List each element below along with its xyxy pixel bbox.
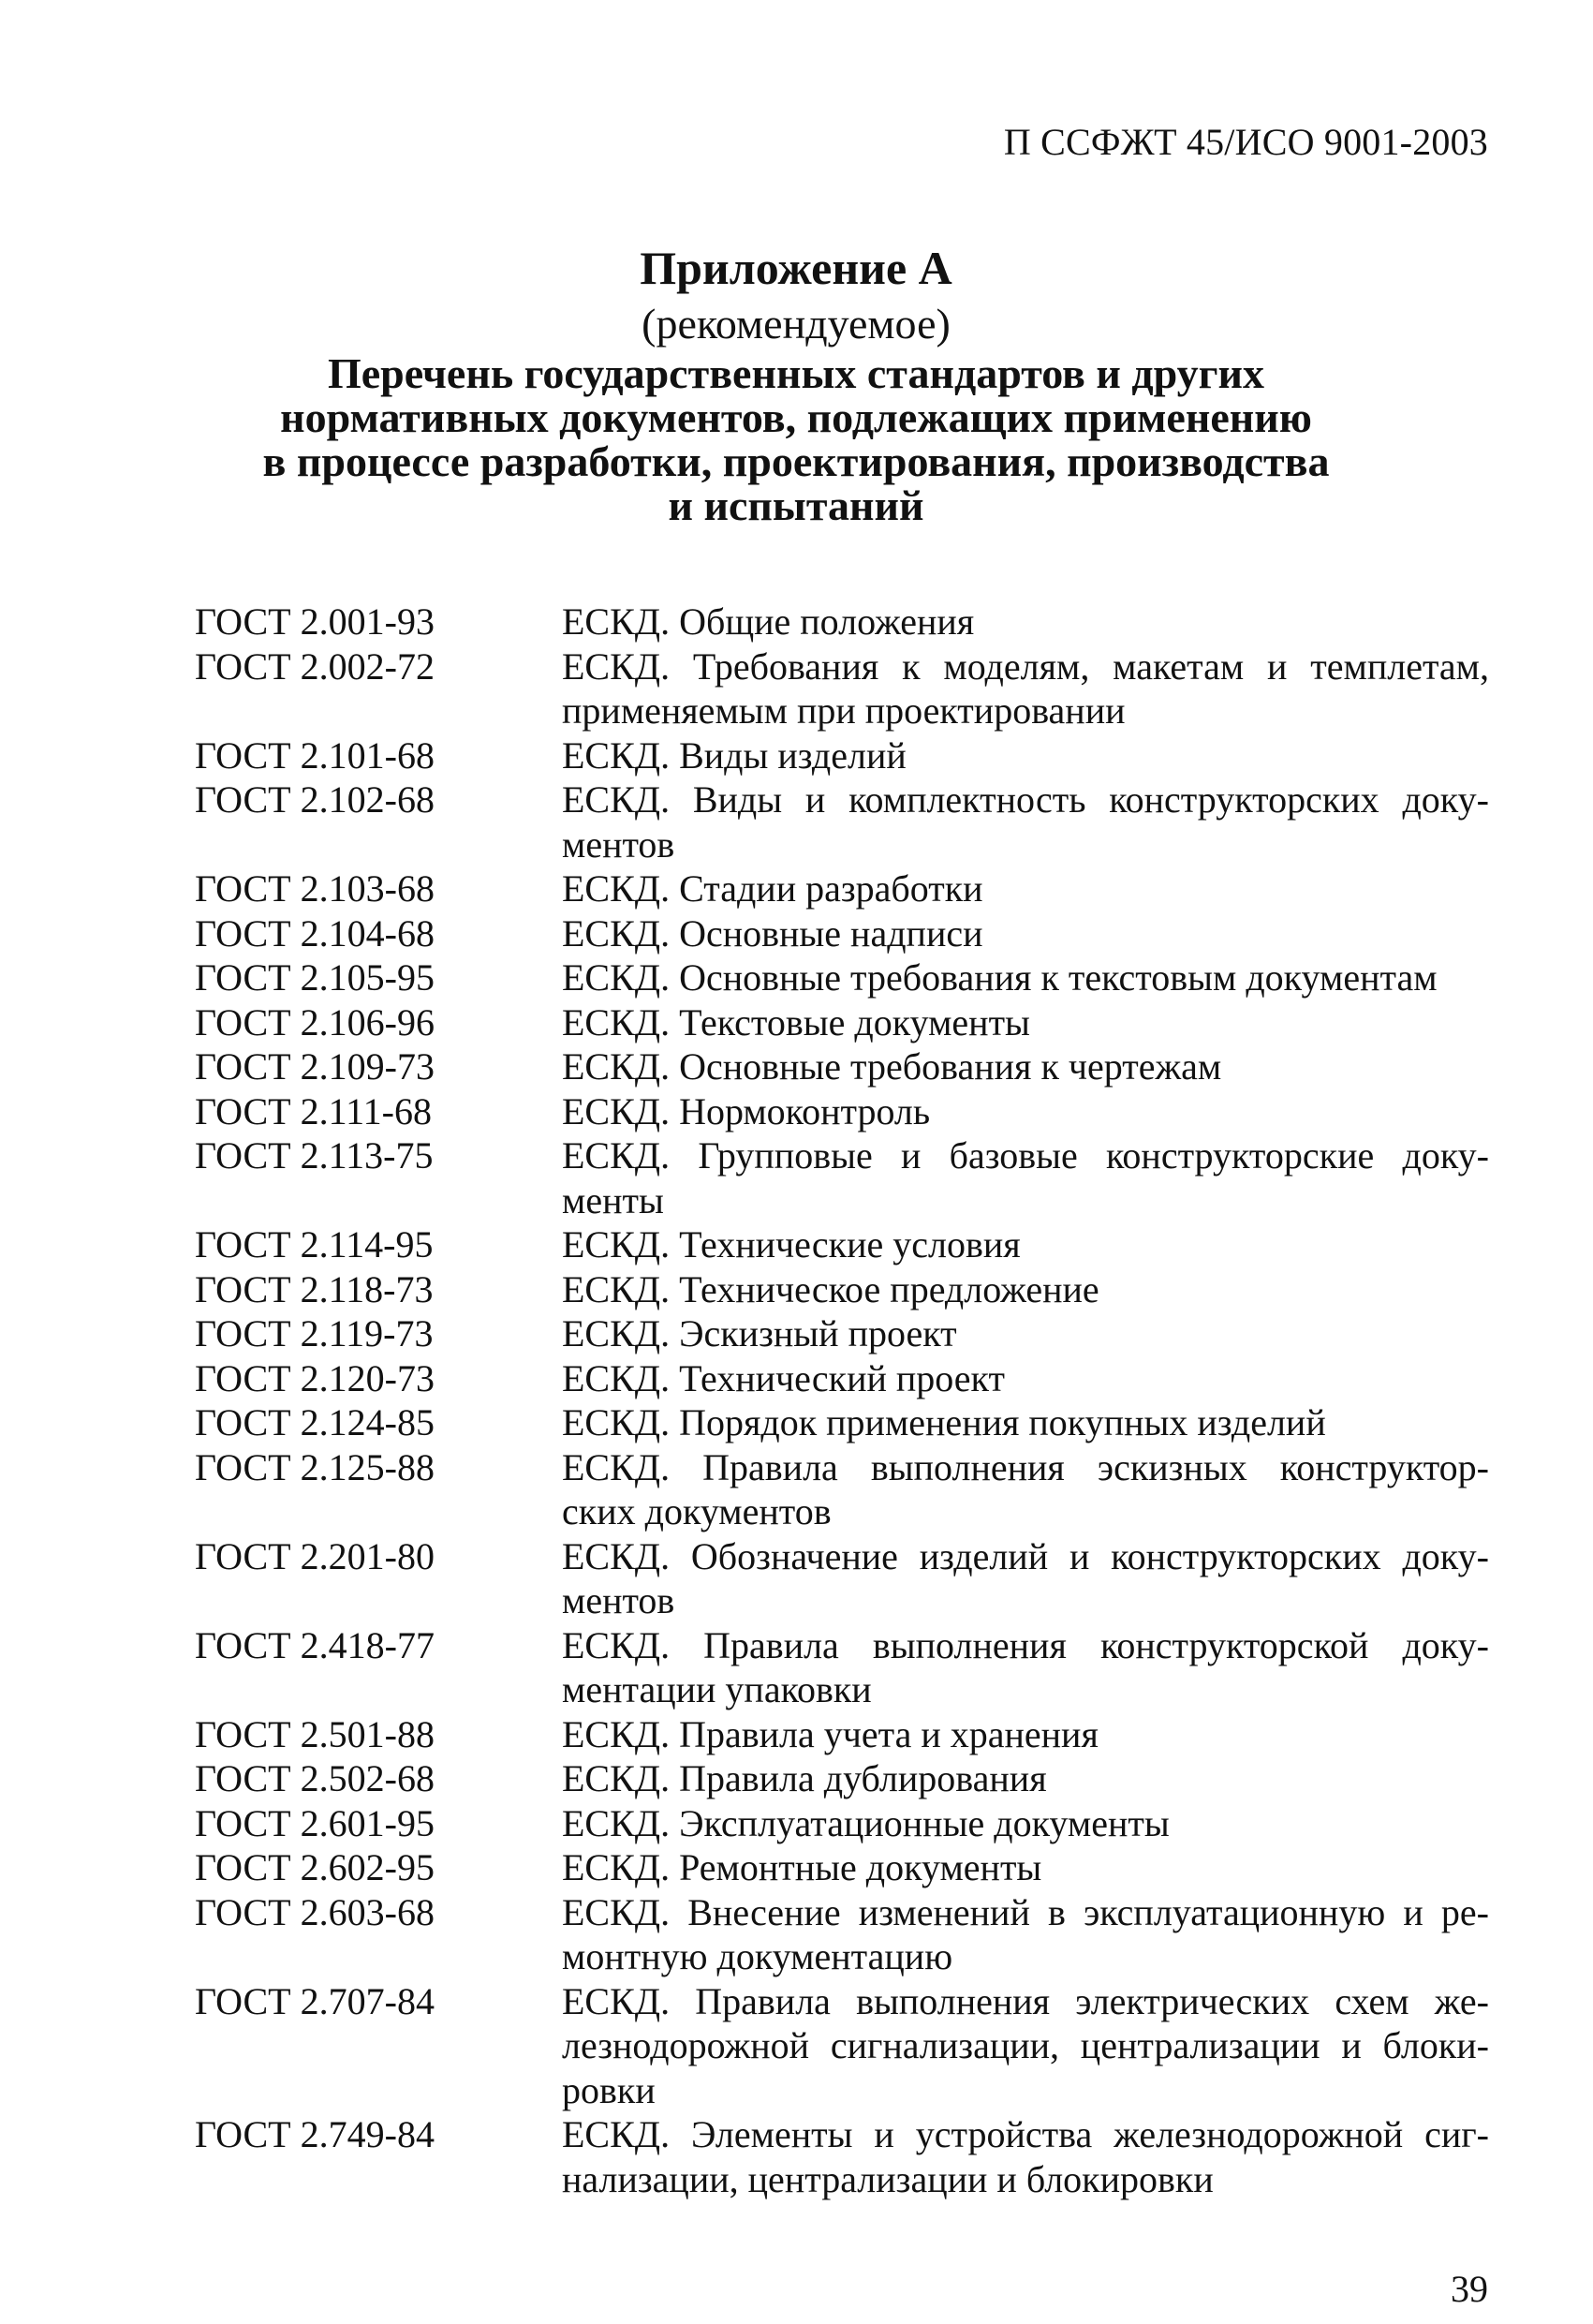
list-title-line: в процессе разработки, проектирования, производства xyxy=(262,437,1330,485)
standard-description xyxy=(562,866,1489,911)
standard-row xyxy=(195,1356,1489,1401)
list-title-line: Перечень государственных стандартов и других xyxy=(327,349,1265,397)
standard-description-line: ментов xyxy=(562,822,675,866)
standard-description-line: ЕСКД. Технический проект xyxy=(562,1356,1005,1399)
list-title-line: нормативных документов, подлежащих применению xyxy=(280,393,1312,441)
standard-description-line: ских документов xyxy=(562,1490,832,1532)
standard-code: ГОСТ 2.501-88 xyxy=(195,1712,435,1755)
standards-list xyxy=(195,600,1489,2201)
standard-description xyxy=(562,1400,1489,1445)
standard-code: ГОСТ 2.106-96 xyxy=(195,1000,435,1044)
standard-code: ГОСТ 2.124-85 xyxy=(195,1401,435,1443)
standard-code: ГОСТ 2.002-72 xyxy=(195,644,435,688)
standard-description xyxy=(562,777,1489,866)
standard-description xyxy=(562,1267,1489,1312)
standard-description xyxy=(562,1445,1489,1534)
standard-row xyxy=(195,1534,1489,1623)
standard-code: ГОСТ 2.120-73 xyxy=(195,1356,435,1399)
standard-code: ГОСТ 2.707-84 xyxy=(195,1979,435,2022)
standard-description-line: монтную документацию xyxy=(562,1935,953,1977)
standard-description-line: ЕСКД. Обозначение изделий и конструкторских доку- xyxy=(562,1534,1489,1577)
standard-description-line: ЕСКД. Порядок применения покупных изделий xyxy=(562,1401,1326,1443)
standard-description xyxy=(562,1534,1489,1623)
standard-description-line: ЕСКД. Эскизный проект xyxy=(562,1312,957,1354)
standard-row xyxy=(195,644,1489,733)
standard-code: ГОСТ 2.001-93 xyxy=(195,600,435,643)
standard-row xyxy=(195,911,1489,956)
standard-row xyxy=(195,1623,1489,1712)
standard-description-line: ЕСКД. Требования к моделям, макетам и темплетам, xyxy=(562,644,1489,688)
standard-description-line: ЕСКД. Стадии разработки xyxy=(562,867,983,910)
standard-description-line: менты xyxy=(562,1178,664,1221)
standard-code: ГОСТ 2.104-68 xyxy=(195,911,435,955)
standard-description-line: ЕСКД. Основные надписи xyxy=(562,911,983,955)
standard-description xyxy=(562,1756,1489,1801)
document-id-header: П ССФЖТ 45/ИСО 9001-2003 xyxy=(1003,121,1488,163)
standard-code: ГОСТ 2.119-73 xyxy=(195,1312,434,1354)
standard-description-line: ЕСКД. Элементы и устройства железнодорожной сиг- xyxy=(562,2113,1489,2155)
standard-code: ГОСТ 2.603-68 xyxy=(195,1890,435,1933)
standard-code: ГОСТ 2.201-80 xyxy=(195,1534,435,1577)
standard-description xyxy=(562,1000,1489,1045)
standard-code: ГОСТ 2.101-68 xyxy=(195,733,435,777)
standard-description-line: ЕСКД. Текстовые документы xyxy=(562,1000,1030,1044)
standard-description xyxy=(562,1133,1489,1222)
standard-row xyxy=(195,600,1489,644)
standard-description xyxy=(562,955,1489,1000)
standard-description-line: ЕСКД. Технические условия xyxy=(562,1223,1021,1266)
standard-description-line: ЕСКД. Правила выполнения эскизных конструктор- xyxy=(562,1445,1489,1488)
standard-description-line: ЕСКД. Эксплуатационные документы xyxy=(562,1801,1170,1844)
appendix-title-block xyxy=(140,239,1452,527)
standard-description-line: лезнодорожной сигнализации, централизации и блоки- xyxy=(562,2024,1489,2066)
standard-row xyxy=(195,1089,1489,1134)
standard-description-line: ЕСКД. Правила дублирования xyxy=(562,1757,1047,1799)
standard-row xyxy=(195,1890,1489,1979)
standard-code: ГОСТ 2.105-95 xyxy=(195,956,435,999)
standard-description-line: ЕСКД. Виды изделий xyxy=(562,733,907,777)
standard-row xyxy=(195,1756,1489,1801)
standard-row xyxy=(195,1311,1489,1356)
standard-code: ГОСТ 2.749-84 xyxy=(195,2113,435,2155)
standard-description-line: ЕСКД. Внесение изменений в эксплуатационную и ре- xyxy=(562,1890,1489,1933)
standard-description xyxy=(562,600,1489,644)
standard-description xyxy=(562,911,1489,956)
standard-code: ГОСТ 2.118-73 xyxy=(195,1267,434,1310)
standard-row xyxy=(195,1979,1489,2113)
standard-description-line: ЕСКД. Основные требования к чертежам xyxy=(562,1045,1222,1088)
standard-description-line: ЕСКД. Общие положения xyxy=(562,600,975,643)
standard-row xyxy=(195,1712,1489,1757)
standard-code: ГОСТ 2.109-73 xyxy=(195,1045,435,1088)
standard-row xyxy=(195,1445,1489,1534)
standard-description xyxy=(562,1311,1489,1356)
standard-description-line: ЕСКД. Техническое предложение xyxy=(562,1267,1099,1310)
standard-row xyxy=(195,1133,1489,1222)
standard-code: ГОСТ 2.113-75 xyxy=(195,1134,434,1177)
standard-description xyxy=(562,1089,1489,1134)
standard-code: ГОСТ 2.102-68 xyxy=(195,778,435,821)
page-number: 39 xyxy=(1451,2268,1488,2310)
standard-row xyxy=(195,2112,1489,2201)
standard-row xyxy=(195,1222,1489,1267)
standard-description-line: ЕСКД. Правила выполнения конструкторской доку- xyxy=(562,1623,1489,1666)
standard-row xyxy=(195,777,1489,866)
standard-row xyxy=(195,1000,1489,1045)
standard-description xyxy=(562,1356,1489,1401)
standard-description-line: ЕСКД. Правила учета и хранения xyxy=(562,1712,1099,1755)
standard-code: ГОСТ 2.111-68 xyxy=(195,1089,432,1132)
standard-description-line: ЕСКД. Ремонтные документы xyxy=(562,1846,1042,1888)
standard-description xyxy=(562,1623,1489,1712)
standard-description-line: ЕСКД. Основные требования к текстовым документам xyxy=(562,956,1438,999)
standard-code: ГОСТ 2.601-95 xyxy=(195,1801,435,1844)
standard-code: ГОСТ 2.103-68 xyxy=(195,867,435,910)
standard-description-line: ровки xyxy=(562,2068,656,2111)
standard-description xyxy=(562,1979,1489,2113)
appendix-status-note: (рекомендуемое) xyxy=(642,300,951,348)
standard-code: ГОСТ 2.125-88 xyxy=(195,1445,435,1488)
standard-description-line: ментации упаковки xyxy=(562,1668,872,1710)
standard-description xyxy=(562,1801,1489,1846)
appendix-title: Приложение А xyxy=(640,242,952,294)
standard-code: ГОСТ 2.502-68 xyxy=(195,1757,435,1799)
standard-description-line: ЕСКД. Групповые и базовые конструкторские доку- xyxy=(562,1134,1489,1177)
standard-row xyxy=(195,1044,1489,1089)
list-title xyxy=(140,351,1452,527)
standard-description xyxy=(562,1890,1489,1979)
standard-description xyxy=(562,1845,1489,1890)
standard-row xyxy=(195,955,1489,1000)
standard-description xyxy=(562,1712,1489,1757)
standard-description-line: ЕСКД. Виды и комплектность конструкторских доку- xyxy=(562,778,1489,821)
standard-description-line: применяемым при проектировании xyxy=(562,689,1126,732)
standard-description xyxy=(562,1044,1489,1089)
standard-code: ГОСТ 2.602-95 xyxy=(195,1846,435,1888)
standard-row xyxy=(195,1267,1489,1312)
standard-row xyxy=(195,1801,1489,1846)
standard-description-line: ментов xyxy=(562,1579,675,1621)
standard-description-line: ЕСКД. Правила выполнения электрических схем же- xyxy=(562,1979,1489,2022)
standard-description xyxy=(562,2112,1489,2201)
standard-description xyxy=(562,1222,1489,1267)
standard-code: ГОСТ 2.418-77 xyxy=(195,1623,435,1666)
standard-row xyxy=(195,1400,1489,1445)
standard-description xyxy=(562,644,1489,733)
standard-row xyxy=(195,1845,1489,1890)
standard-row xyxy=(195,733,1489,778)
standard-description-line: ЕСКД. Нормоконтроль xyxy=(562,1089,931,1132)
standard-description xyxy=(562,733,1489,778)
standard-row xyxy=(195,866,1489,911)
standard-description-line: нализации, централизации и блокировки xyxy=(562,2157,1214,2200)
list-title-line: и испытаний xyxy=(668,481,924,529)
standard-code: ГОСТ 2.114-95 xyxy=(195,1223,434,1266)
